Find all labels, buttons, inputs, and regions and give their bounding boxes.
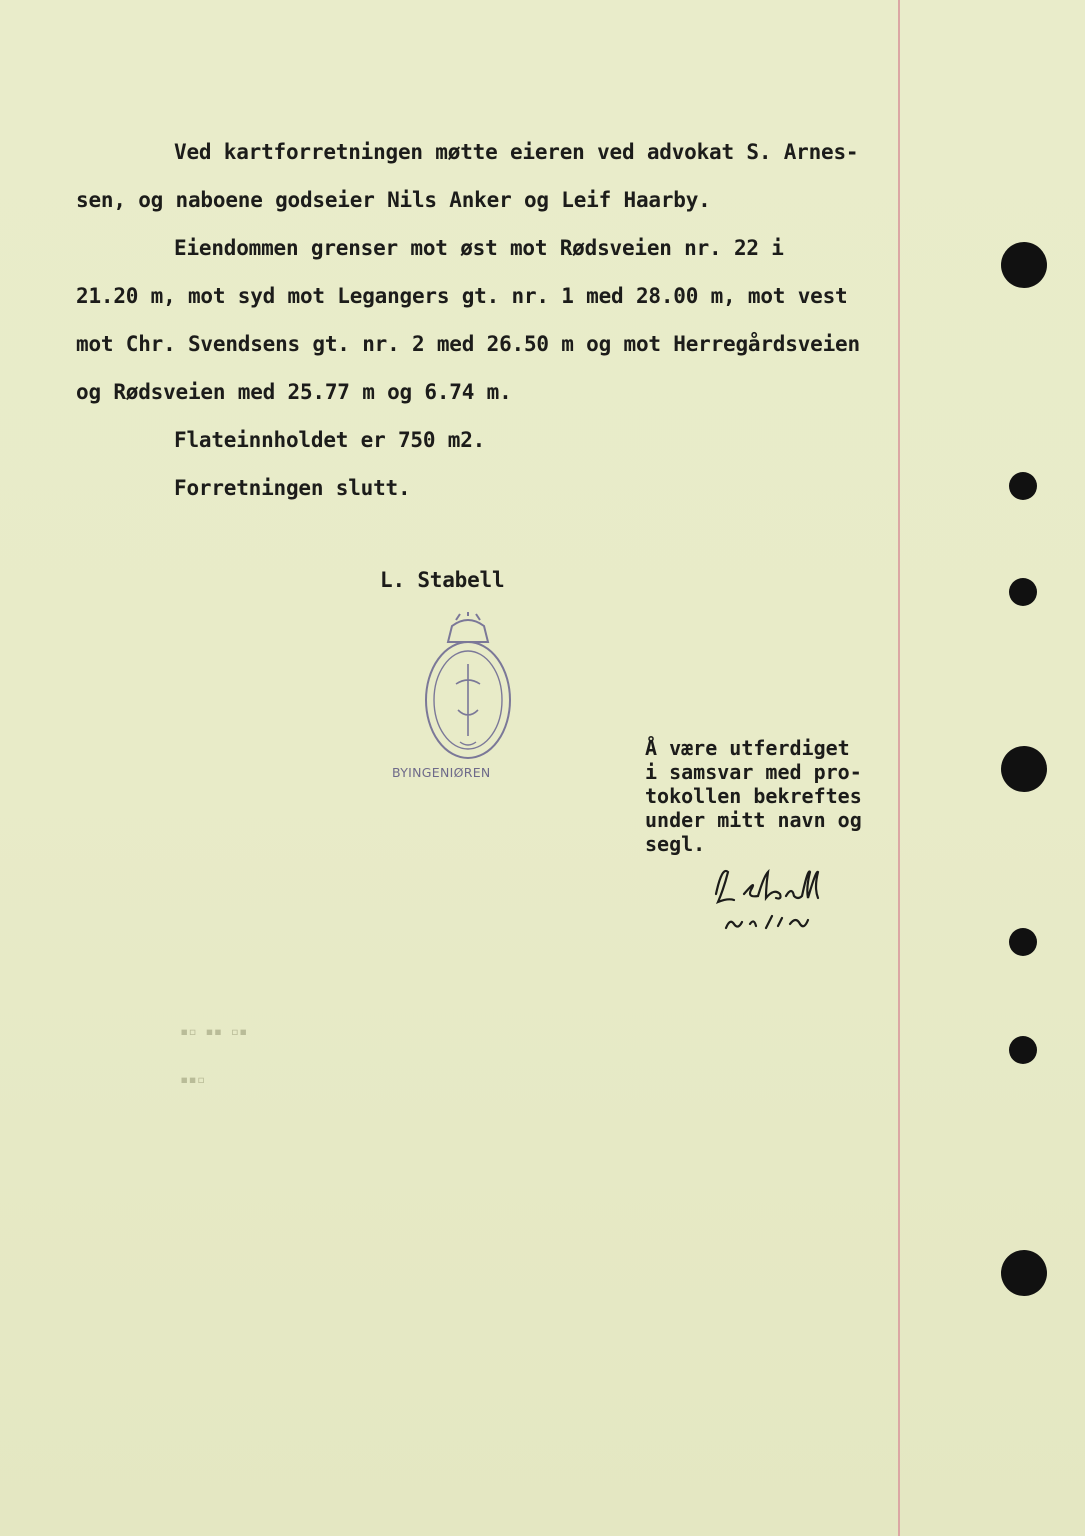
certification-line: tokollen bekreftes: [645, 784, 862, 808]
certification-line: Å være utferdiget: [645, 736, 850, 760]
punch-hole: [1009, 578, 1037, 606]
punch-hole: [1001, 242, 1047, 288]
bleed-through: ▪▪▫: [180, 1072, 206, 1088]
certification-line: i samsvar med pro-: [645, 760, 862, 784]
body-line: mot Chr. Svendsens gt. nr. 2 med 26.50 m og mot Herregårdsveien: [76, 332, 860, 356]
punch-hole: [1009, 472, 1037, 500]
body-line: Forretningen slutt.: [174, 476, 411, 500]
certification-line: under mitt navn og: [645, 808, 862, 832]
handwritten-signature: [708, 858, 848, 938]
punch-hole: [1001, 1250, 1047, 1296]
body-line: og Rødsveien med 25.77 m og 6.74 m.: [76, 380, 512, 404]
punch-hole: [1001, 746, 1047, 792]
official-seal-stamp: [418, 612, 518, 772]
body-line: 21.20 m, mot syd mot Legangers gt. nr. 1 med 28.00 m, mot vest: [76, 284, 848, 308]
certification-line: segl.: [645, 832, 706, 856]
stamp-label: BYINGENIØREN: [392, 765, 491, 780]
bleed-through: ▪▫ ▪▪ ▫▪: [180, 1024, 248, 1040]
body-line: Ved kartforretningen møtte eieren ved advokat S. Arnes-: [174, 140, 859, 164]
punch-hole: [1009, 1036, 1037, 1064]
body-line: Eiendommen grenser mot øst mot Rødsveien nr. 22 i: [174, 236, 784, 260]
body-line: sen, og naboene godseier Nils Anker og Leif Haarby.: [76, 188, 711, 212]
punch-hole: [1009, 928, 1037, 956]
margin-line: [898, 0, 900, 1536]
signer-name: L. Stabell: [380, 568, 505, 592]
body-line: Flateinnholdet er 750 m2.: [174, 428, 486, 452]
